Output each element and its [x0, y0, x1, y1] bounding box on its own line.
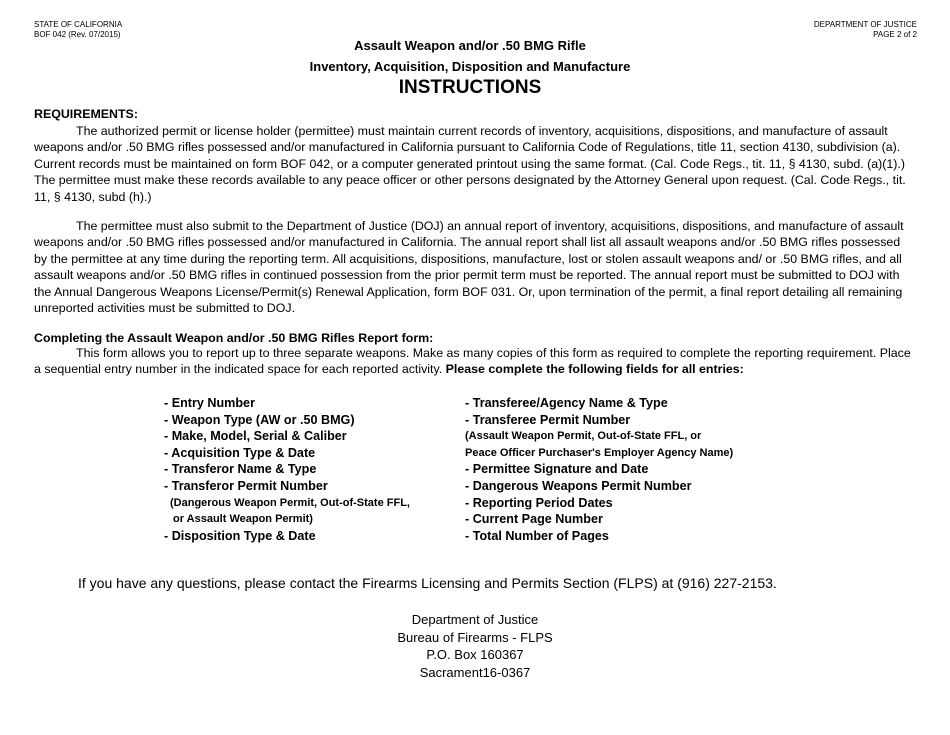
field-item: - Transferee/Agency Name & Type: [465, 396, 668, 410]
field-item: - Transferee Permit Number: [465, 412, 631, 427]
field-item: - Weapon Type (AW or .50 BMG): [164, 412, 355, 427]
field-note: (Dangerous Weapon Permit, Out-of-State FFL,: [170, 496, 410, 509]
fields-list-left: [164, 395, 464, 544]
requirements-paragraph-1: The authorized permit or license holder (permittee) must maintain current records of inventory, acquisitions, dispositions, and manufacture of assault weapons and/or .50 BMG rifles possessed and/or manufactured in California pursuant to California Code of Regulations, title 11, section 4130, subdivision (a). Current records must be maintained on form BOF 042, or a computer generated printout using the same format. (Cal. Code Regs., tit. 11, § 4130, subd. (a)(1).) The permittee must make these records available to any peace officer or other persons designated by the Attorney General upon request. (Cal. Code Regs., tit. 11, § 4130, subd (h).): [34, 124, 906, 204]
completing-paragraph: This form allows you to report up to three separate weapons. Make as many copies of this form as required to complete the reporting requirement. Place a sequential entry number in the indicated space for each reported activity. Please complete the following fields for all entries:: [34, 346, 911, 377]
address-line: Bureau of Firearms - FLPS: [397, 629, 553, 645]
field-note: (Assault Weapon Permit, Out-of-State FFL, or: [465, 430, 702, 443]
requirements-heading: REQUIREMENTS:: [34, 107, 138, 121]
field-note: Peace Officer Purchaser's Employer Agency Name): [465, 446, 734, 459]
field-item: - Total Number of Pages: [465, 528, 609, 543]
requirements-paragraph-2: The permittee must also submit to the Department of Justice (DOJ) an annual report of inventory, acquisitions, dispositions, and manufacture of assault weapons and/or .50 BMG rifles possessed and/or manufactured in California. The annual report shall list all assault weapons and/or .50 BMG rifles possessed by the permittee at any time during the reporting term. All acquisitions, dispositions, manufacture, lost or stolen assault weapons and/ or .50 BMG rifles, and all assault weapons and/or .50 BMG rifles in continued possession from the prior permit term must be reported. The annual report must be submitted to DOJ with the Annual Dangerous Weapons License/Permit(s) Renewal Application, form BOF 031. Or, upon termination of the permit, a final report detailing all remaining unreported activities must be submitted to DOJ.: [34, 219, 904, 316]
field-item: - Transferor Name & Type: [164, 462, 317, 477]
fields-list-right: [465, 395, 915, 544]
field-item: - Acquisition Type & Date: [164, 445, 316, 460]
address-line: P.O. Box 160367: [426, 647, 524, 662]
field-note: or Assault Weapon Permit): [173, 513, 313, 526]
field-item: - Make, Model, Serial & Caliber: [164, 429, 347, 444]
field-item: - Entry Number: [164, 396, 255, 410]
field-item: - Current Page Number: [465, 512, 603, 527]
title-line-2: Inventory, Acquisition, Disposition and Manufacture: [309, 59, 631, 74]
field-item: - Disposition Type & Date: [164, 528, 316, 543]
address-line: Department of Justice: [411, 612, 539, 627]
completing-instruction-bold: Please complete the following fields for all entries:: [445, 362, 744, 377]
title-line-1: Assault Weapon and/or .50 BMG Rifle: [354, 38, 586, 53]
page-indicator: PAGE 2 of 2: [873, 30, 917, 39]
field-item: - Transferor Permit Number: [164, 478, 328, 493]
form-header-left: [34, 20, 122, 40]
field-item: - Reporting Period Dates: [465, 495, 613, 510]
form-number: BOF 042 (Rev. 07/2015): [34, 30, 121, 39]
field-item: - Dangerous Weapons Permit Number: [465, 478, 692, 493]
mailing-address: [0, 611, 950, 681]
agency-state: STATE OF CALIFORNIA: [34, 20, 123, 29]
form-header-right: [814, 20, 917, 40]
completing-heading: Completing the Assault Weapon and/or .50 BMG Rifles Report form:: [34, 331, 434, 345]
contact-info: If you have any questions, please contact the Firearms Licensing and Permits Section (FLPS) at (916) 227-2153.: [78, 575, 777, 591]
department-name: DEPARTMENT OF JUSTICE: [813, 20, 917, 29]
field-item: - Permittee Signature and Date: [465, 462, 649, 477]
page-title: INSTRUCTIONS: [398, 77, 542, 98]
address-line: Sacrament16-0367: [419, 664, 531, 680]
